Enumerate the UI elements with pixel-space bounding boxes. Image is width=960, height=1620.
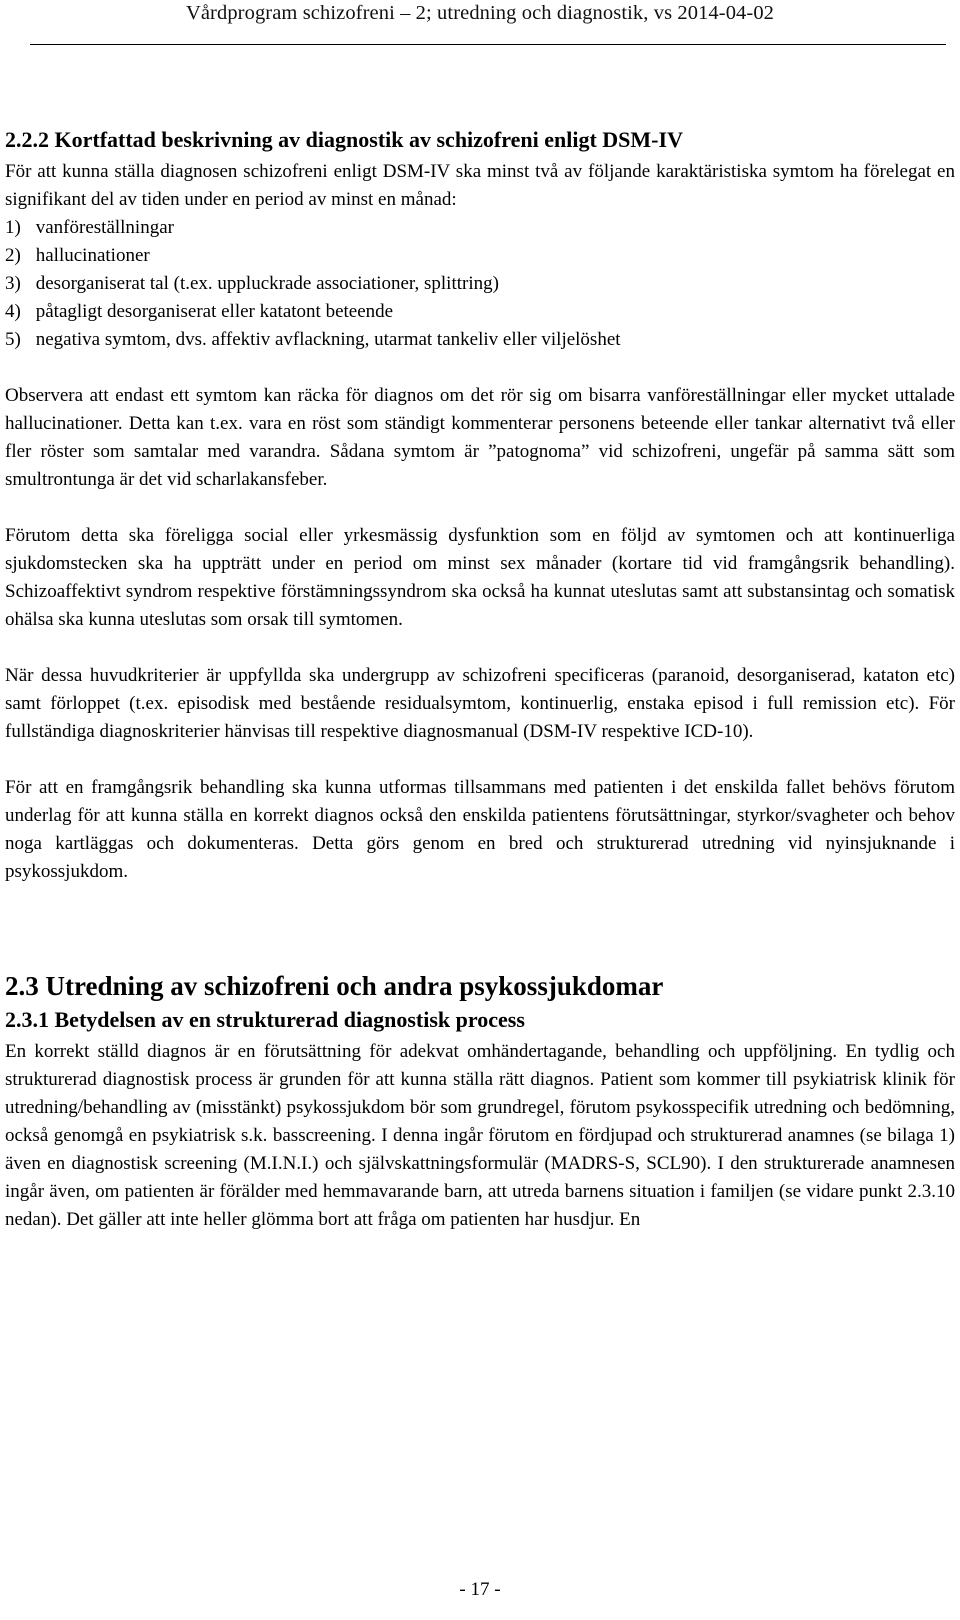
page-number: - 17 - — [459, 1579, 501, 1600]
document-body — [5, 126, 955, 1234]
body-paragraph: När dessa huvudkriterier är uppfyllda ska undergrupp av schizofreni specificeras (paranoid, desorganiserad, kataton etc) samt förloppet (t.ex. episodisk med bestående residualsymtom, kontinuerlig, enstaka episod i full remission etc). För fullständiga diagnoskriterier hänvisas till respektive diagnosmanual (DSM-IV respektive ICD-10). — [5, 665, 955, 742]
header-rule — [30, 44, 946, 45]
body-paragraph: Förutom detta ska föreligga social eller yrkesmässig dysfunktion som en följd av symtomen och att kontinuerliga sjukdomstecken ska ha uppträtt under en period om minst sex månader (kortare tid vid framgångsrik behandling). Schizoaffektivt syndrom respektive förstämningssyndrom ska också ha kunnat uteslutas samt att substansintag och somatisk ohälsa ska kunna uteslutas som orsak till symtomen. — [5, 525, 955, 630]
criteria-item: 5) negativa symtom, dvs. affektiv avflackning, utarmat tankeliv eller viljelöshet — [5, 329, 621, 350]
body-paragraph: En korrekt ställd diagnos är en förutsättning för adekvat omhändertagande, behandling och uppföljning. En tydlig och strukturerad diagnostisk process är grunden för att kunna ställa rätt diagnos. Patient som kommer till psykiatrisk klinik för utredning/behandling av (misstänkt) psykossjukdom bör som grundregel, förutom psykosspecifik utredning och bedömning, också genomgå en psykiatrisk s.k. basscreening. I denna ingår förutom en fördjupad och strukturerad anamnes (se bilaga 1) även en diagnostisk screening (M.I.N.I.) och självskattningsformulär (MADRS-S, SCL90). I den strukturerade anamnesen ingår även, om patienten är förälder med hemmavarande barn, att utreda barnens situation i familjen (se vidare punkt 2.3.10 nedan). Det gäller att inte heller glömma bort att fråga om patienten har husdjur. En — [5, 1041, 955, 1230]
section-heading-2-3: 2.3 Utredning av schizofreni och andra psykossjukdomar — [5, 971, 664, 1001]
section-heading-2-3-1: 2.3.1 Betydelsen av en strukturerad diagnostisk process — [5, 1007, 525, 1032]
intro-paragraph: För att kunna ställa diagnosen schizofreni enligt DSM-IV ska minst två av följande karaktäristiska symtom ha förelegat en signifikant del av tiden under en period av minst en månad: — [5, 161, 955, 210]
criteria-list — [5, 214, 955, 354]
criteria-item: 2) hallucinationer — [5, 245, 150, 266]
section-heading-2-2-2: 2.2.2 Kortfattad beskrivning av diagnostik av schizofreni enligt DSM-IV — [5, 127, 683, 152]
criteria-item: 4) påtagligt desorganiserat eller katatont beteende — [5, 301, 394, 322]
criteria-item: 3) desorganiserat tal (t.ex. uppluckrade associationer, splittring) — [5, 273, 499, 294]
running-header: Vårdprogram schizofreni – 2; utredning och diagnostik, vs 2014-04-02 — [185, 2, 775, 24]
criteria-item: 1) vanföreställningar — [5, 217, 174, 238]
body-paragraph: För att en framgångsrik behandling ska kunna utformas tillsammans med patienten i det enskilda fallet behövs förutom underlag för att kunna ställa en korrekt diagnos också den enskilda patientens förutsättningar, styrkor/svagheter och behov noga kartläggas och dokumenteras. Detta görs genom en bred och strukturerad utredning vid nyinsjuknande i psykossjukdom. — [5, 777, 955, 882]
body-paragraph: Observera att endast ett symtom kan räcka för diagnos om det rör sig om bisarra vanföreställningar eller mycket uttalade hallucinationer. Detta kan t.ex. vara en röst som ständigt kommenterar personens beteende eller tankar alternativt två eller fler röster som samtalar med varandra. Sådana symtom är ”patognoma” vid schizofreni, ungefär på samma sätt som smultrontunga är det vid scharlakansfeber. — [5, 385, 955, 490]
